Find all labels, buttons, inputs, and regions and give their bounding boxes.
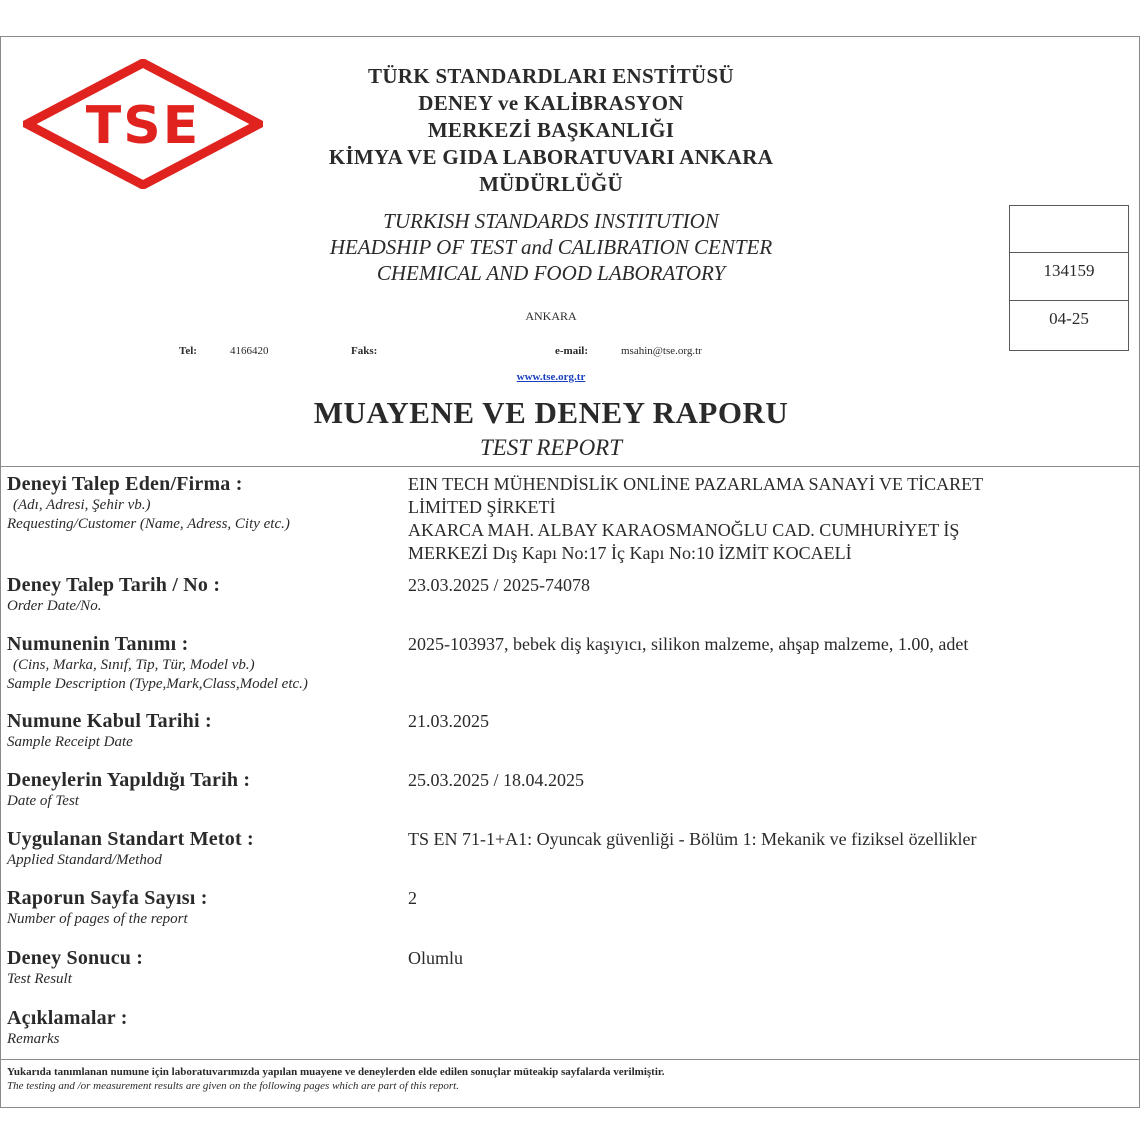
field-label [7, 473, 402, 534]
institution-tr-line: MÜDÜRLÜĞÜ [479, 172, 623, 196]
label-en: Applied Standard/Method [7, 852, 162, 868]
tse-logo-text: TSE [85, 96, 201, 156]
institution-tr-line: KİMYA VE GIDA LABORATUVARI ANKARA [328, 145, 774, 169]
report-date-code: 04-25 [1049, 309, 1089, 328]
label-sub-tr: (Adı, Adresi, Şehir vb.) [13, 497, 151, 513]
label-tr: Numune Kabul Tarihi : [7, 710, 212, 732]
field-label [7, 574, 402, 616]
field-label [7, 710, 402, 752]
ref-divider [1010, 300, 1128, 301]
label-tr: Deney Sonucu : [7, 947, 144, 969]
field-label [7, 828, 402, 870]
footer-note-en: The testing and /or measurement results are given on the following pages which are part of this report. [7, 1080, 459, 1092]
label-tr: Açıklamalar : [7, 1007, 128, 1029]
label-en: Remarks [7, 1031, 60, 1047]
tel-value: 4166420 [230, 345, 269, 357]
value-line: EIN TECH MÜHENDİSLİK ONLİNE PAZARLAMA SANAYİ VE TİCARET [408, 474, 984, 494]
value-line: AKARCA MAH. ALBAY KARAOSMANOĞLU CAD. CUMHURİYET İŞ [408, 520, 960, 540]
field-value-standard: TS EN 71-1+A1: Oyuncak güvenliği - Bölüm 1: Mekanik ve fiziksel özellikler [408, 829, 977, 849]
email-label: e-mail: [555, 345, 588, 357]
institution-en-line: HEADSHIP OF TEST and CALIBRATION CENTER [329, 235, 773, 259]
label-tr: Deneylerin Yapıldığı Tarih : [7, 769, 251, 791]
ref-divider [1010, 252, 1128, 253]
institution-tr-line: MERKEZİ BAŞKANLIĞI [427, 118, 675, 142]
label-tr: Uygulanan Standart Metot : [7, 828, 254, 850]
tse-logo [23, 59, 263, 189]
report-title: MUAYENE VE DENEY RAPORU [313, 395, 789, 430]
label-en: Test Result [7, 971, 72, 987]
email-value[interactable]: msahin@tse.org.tr [621, 345, 702, 357]
website-link[interactable]: www.tse.org.tr [516, 371, 586, 383]
field-value-receipt: 21.03.2025 [408, 711, 489, 731]
label-tr: Numunenin Tanımı : [7, 633, 189, 655]
label-en: Date of Test [7, 793, 79, 809]
city: ANKARA [525, 309, 577, 323]
field-label [7, 1007, 402, 1049]
report-header [1, 37, 1139, 467]
field-label [7, 887, 402, 929]
field-label [7, 947, 402, 989]
tel-label: Tel: [179, 345, 197, 357]
field-value-order: 23.03.2025 / 2025-74078 [408, 575, 590, 595]
field-label [7, 633, 402, 694]
field-value-sample: 2025-103937, bebek diş kaşıyıcı, silikon malzeme, ahşap malzeme, 1.00, adet [408, 634, 969, 654]
label-en: Sample Description (Type,Mark,Class,Model etc.) [7, 676, 308, 692]
value-line: LİMİTED ŞİRKETİ [408, 497, 556, 517]
report-number: 134159 [1043, 261, 1095, 280]
label-sub-tr: (Cins, Marka, Sınıf, Tip, Tür, Model vb.) [13, 657, 255, 673]
field-value-test-date: 25.03.2025 / 18.04.2025 [408, 770, 585, 790]
institution-tr-line: TÜRK STANDARDLARI ENSTİTÜSÜ [368, 64, 734, 88]
field-label [7, 769, 402, 811]
institution-tr-line: DENEY ve KALİBRASYON [418, 91, 684, 115]
institution-en-line: TURKISH STANDARDS INSTITUTION [383, 209, 719, 233]
field-value-customer [408, 473, 1128, 565]
footer-note-tr: Yukarıda tanımlanan numune için laboratuvarımızda yapılan muayene ve deneylerden elde edilen sonuçlar müteakip sayfalarda verilmiştir. [7, 1066, 665, 1078]
report-page [0, 36, 1140, 1108]
label-tr: Deney Talep Tarih / No : [7, 574, 221, 596]
field-value-result: Olumlu [408, 948, 464, 968]
value-line: MERKEZİ Dış Kapı No:17 İç Kapı No:10 İZMİT KOCAELİ [408, 543, 852, 563]
label-tr: Raporun Sayfa Sayısı : [7, 887, 208, 909]
label-en: Sample Receipt Date [7, 734, 133, 750]
label-tr: Deneyi Talep Eden/Firma : [7, 473, 243, 495]
report-footer [1, 1059, 1139, 1106]
reference-box [1009, 205, 1129, 351]
report-subtitle: TEST REPORT [479, 435, 623, 460]
institution-name-tr [271, 63, 831, 198]
label-en: Requesting/Customer (Name, Adress, City etc.) [7, 516, 290, 532]
label-en: Number of pages of the report [7, 911, 188, 927]
institution-en-line: CHEMICAL AND FOOD LABORATORY [376, 261, 726, 285]
field-value-pages: 2 [408, 888, 417, 908]
institution-name-en [271, 208, 831, 286]
fax-label: Faks: [351, 345, 378, 357]
label-en: Order Date/No. [7, 598, 102, 614]
